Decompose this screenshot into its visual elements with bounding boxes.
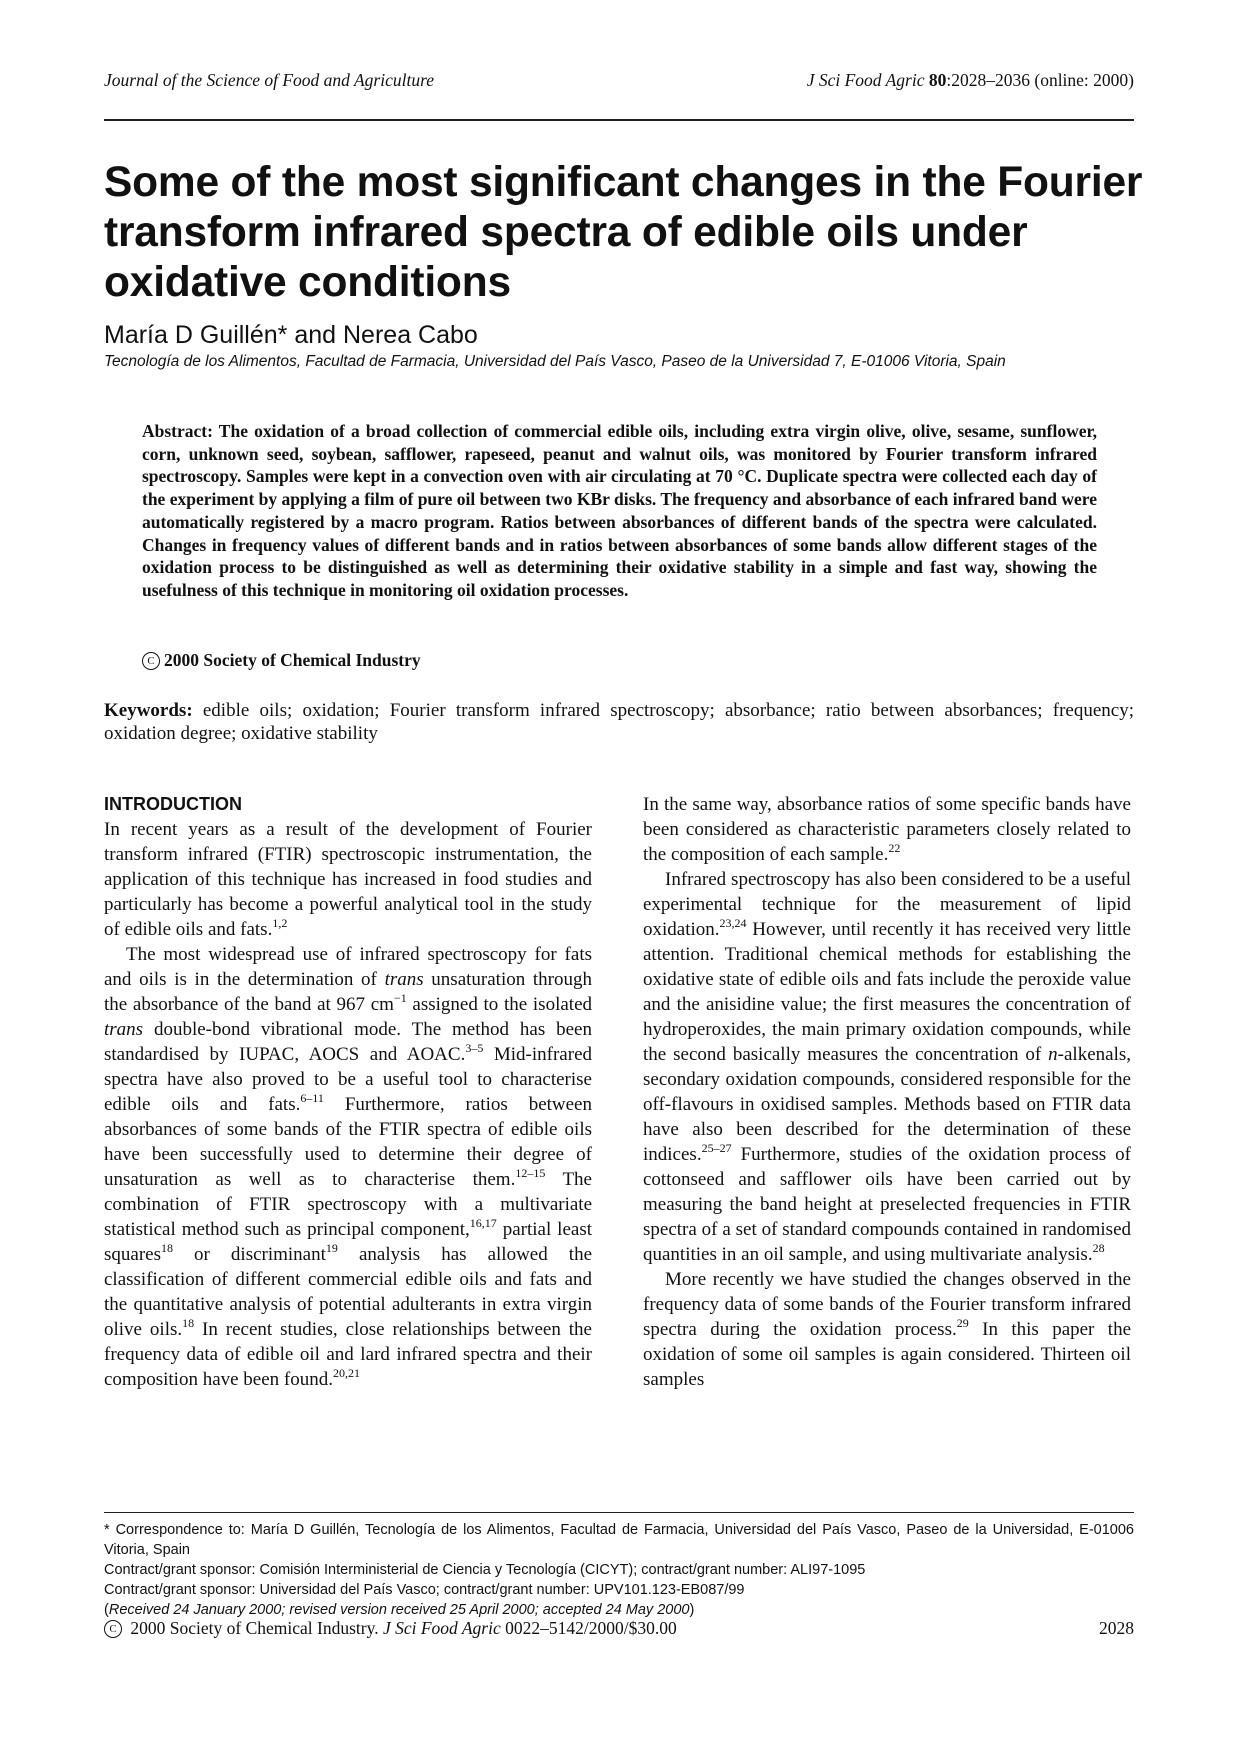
citation-ref: 25–27 — [701, 1141, 732, 1155]
body-column-right — [643, 792, 1131, 1392]
header-rule — [104, 119, 1134, 121]
grant-note-2: Contract/grant sponsor: Universidad del País Vasco; contract/grant number: UPV101.123-EB087/99 — [104, 1582, 745, 1598]
received-note: (Received 24 January 2000; revised version received 25 April 2000; accepted 24 May 2000) — [104, 1602, 695, 1618]
journal-name: Journal of the Science of Food and Agriculture — [104, 70, 435, 90]
body-column-left — [104, 792, 592, 1392]
paragraph-4: More recently we have studied the changes observed in the frequency data of some bands of the Fourier transform infrared spectra during the oxidation process.$^{29}$ In this paper the oxidation of some oil samples is again considered. Thirteen oil samples — [643, 1269, 1131, 1390]
footnotes — [104, 1520, 1134, 1620]
keywords-label: Keywords: — [104, 700, 193, 721]
received-dates: Received 24 January 2000; revised version received 25 April 2000; accepted 24 May 2000 — [108, 1602, 690, 1618]
citation-ref: 20,21 — [333, 1366, 361, 1380]
journal-citation — [807, 70, 1134, 91]
copyright-icon: C — [142, 652, 160, 670]
paragraph-1: In recent years as a result of the development of Fourier transform infrared (FTIR) spectroscopic instrumentation, the application of this technique has increased in food studies and particularly has become a powerful analytical tool in the study of edible oils and fats.$^{1,2}$ — [104, 819, 592, 940]
paragraph-2: The most widespread use of infrared spectroscopy for fats and oils is in the determination of trans unsaturation through the absorbance of the band at 967 $cm^{-1}$ assigned to the isolated trans double-bond vibrational mode. The method has been standardised by IUPAC, AOCS and AOAC.$^{3-5}$ Mid-infrared spectra have also proved to be a useful tool to characterise edible oils and fats.$^{6-11}$ Furthermore, ratios between absorbances of some bands of the FTIR spectra of edible oils have been successfully used to determine their degree of unsaturation as well as to characterise them.$^{12-15}$ The combination of FTIR spectroscopy with a multivariate statistical method such as principal component,$^{16,17}$ partial least squares$^{18}$ or discriminant$^{19}$ analysis has allowed the classification of different commercial edible oils and fats and the quantitative analysis of potential adulterants in extra virgin olive oils.$^{18}$ In recent studies, close relationships between the frequency data of edible oil and lard infrared spectra and their composition have been found.$^{20,21}$ — [104, 944, 593, 1390]
abstract-label: Abstract: — [142, 421, 213, 441]
copyright-icon: C — [104, 1620, 122, 1638]
citation-ref: 18 — [182, 1316, 195, 1330]
running-head — [104, 70, 1134, 94]
citation-ref: 6–11 — [300, 1091, 324, 1105]
citation-ref: 16,17 — [469, 1216, 497, 1230]
footer-issn: 0022–5142/2000/$30.00 — [505, 1618, 677, 1638]
citation-ref: 3–5 — [465, 1041, 484, 1055]
abstract-copyright-text: 2000 Society of Chemical Industry — [164, 650, 421, 670]
citation-ref: 19 — [325, 1241, 338, 1255]
affiliation: Tecnología de los Alimentos, Facultad de Farmacia, Universidad del País Vasco, Paseo de la Universidad 7, E-01006 Vitoria, Spain — [104, 353, 1006, 370]
page-number: 2028 — [1099, 1618, 1134, 1638]
keywords — [104, 700, 1134, 745]
citation-ref: 29 — [956, 1316, 969, 1330]
citation-pages: :2028–2036 (online: 2000) — [946, 70, 1134, 90]
citation-ref: 28 — [1092, 1241, 1105, 1255]
footer-journal: J Sci Food Agric — [382, 1618, 501, 1638]
article-title: Some of the most significant changes in the Fourier transform infrared spectra of edible oils under oxidative conditions — [104, 159, 1143, 306]
paragraph-3: Infrared spectroscopy has also been considered to be a useful experimental technique for the measurement of lipid oxidation.$^{23,24}$ However, until recently it has received very little attention. Traditional chemical methods for establishing the oxidative state of edible oils and fats include the peroxide value and the anisidine value; the first measures the concentration of hydroperoxides, the main primary oxidation compounds, while the second basically measures the concentration of n-alkenals, secondary oxidation compounds, considered responsible for the off-flavours in oxidised samples. Methods based on FTIR data have also been described for the determination of these indices.$^{25-27}$ Furthermore, studies of the oxidation process of cottonseed and safflower oils have been carried out by measuring the band height at preselected frequencies in FTIR spectra of a set of standard compounds contained in randomised quantities in an oil sample, and using multivariate analysis.$^{28}$ — [643, 869, 1131, 1265]
citation-journal: J Sci Food Agric — [806, 70, 925, 90]
footnote-rule — [104, 1512, 1134, 1513]
citation-volume: 80 — [928, 70, 947, 90]
abstract-text: The oxidation of a broad collection of commercial edible oils, including extra virgin olive, olive, sesame, sunflower, corn, unknown seed, soybean, safflower, rapeseed, peanut and walnut oils, was monitored by Fourier transform infrared spectroscopy. Samples were kept in a convection oven with air circulating at 70 °C. Duplicate spectra were collected each day of the experiment by applying a film of pure oil between two KBr disks. The frequency and absorbance of each infrared band were automatically registered by a macro program. Ratios between absorbances of different bands of the spectra were calculated. Changes in frequency values of different bands and in ratios between absorbances of some bands allow different stages of the oxidation process to be distinguished as well as determining their oxidative stability in a simple and fast way, showing the usefulness of this technique in monitoring oil oxidation processes. — [142, 421, 1098, 600]
authors: María D Guillén* and Nerea Cabo — [104, 321, 478, 349]
citation-ref: 18 — [160, 1241, 173, 1255]
citation-ref: 12–15 — [515, 1166, 546, 1180]
citation-ref: 1,2 — [272, 916, 288, 930]
abstract — [142, 420, 1097, 602]
grant-note-1: Contract/grant sponsor: Comisión Interministerial de Ciencia y Tecnología (CICYT); contract/grant number: ALI97-1095 — [104, 1562, 866, 1578]
keywords-text: edible oils; oxidation; Fourier transform infrared spectroscopy; absorbance; ratio between absorbances; frequency; oxidation degree; oxidative stability — [104, 700, 1135, 744]
section-heading-introduction: INTRODUCTION — [104, 794, 242, 814]
paragraph-2-continued: In the same way, absorbance ratios of some specific bands have been considered as characteristic parameters closely related to the composition of each sample.$^{22}$ — [643, 794, 1131, 865]
footer-copyright: C 2000 Society of Chemical Industry. J Sci Food Agric 0022–5142/2000/$30.00 — [104, 1618, 677, 1639]
citation-ref: 23,24 — [719, 916, 747, 930]
correspondence-note: * Correspondence to: María D Guillén, Tecnología de los Alimentos, Facultad de Farmacia, Universidad del País Vasco, Paseo de la Universidad, E-01006 Vitoria, Spain — [104, 1522, 1134, 1558]
abstract-copyright — [142, 650, 421, 671]
citation-ref: 22 — [888, 841, 901, 855]
